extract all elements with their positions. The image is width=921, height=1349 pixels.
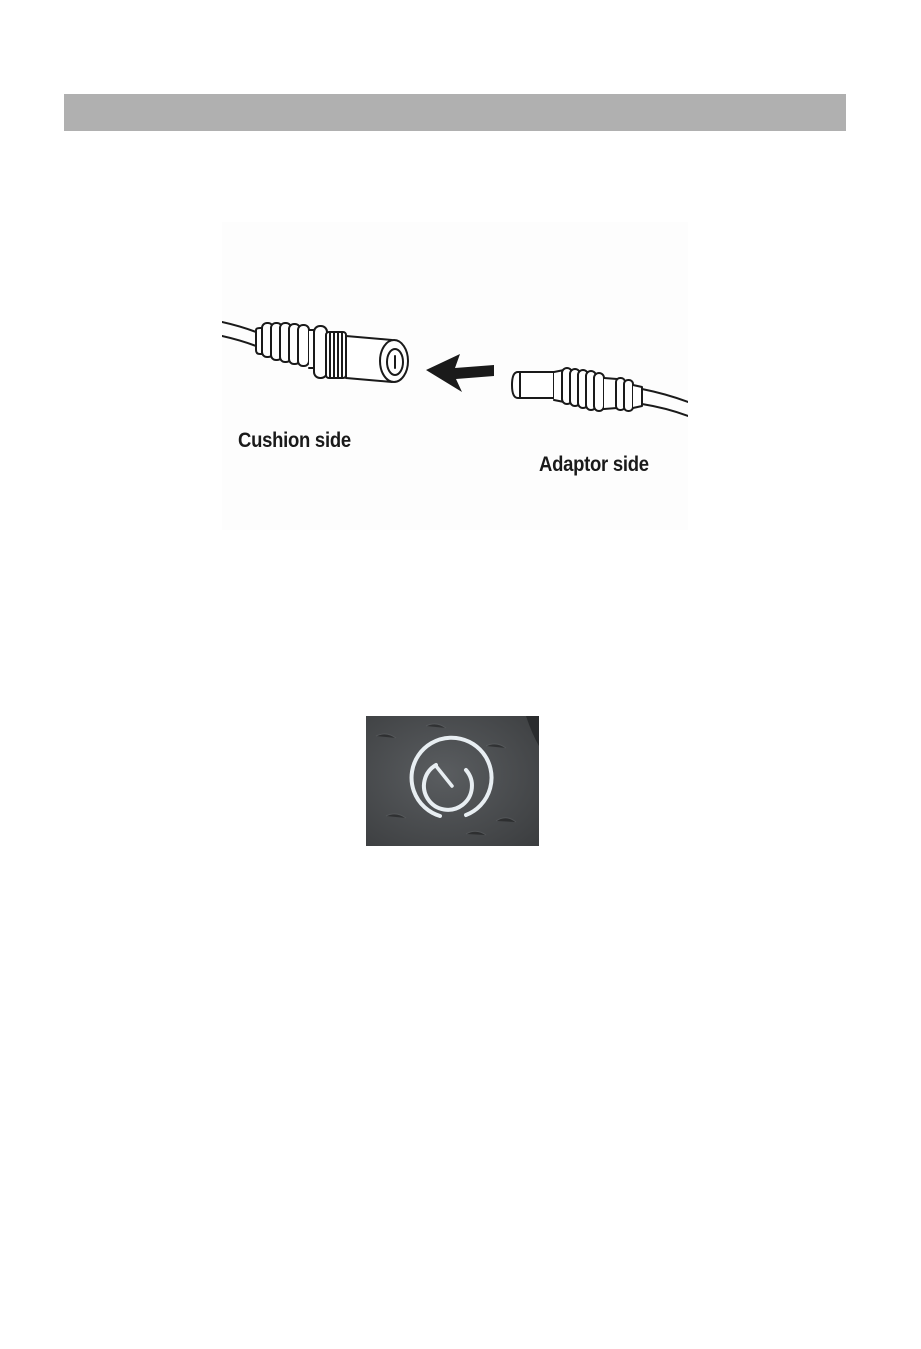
power-button-photo <box>366 716 539 846</box>
connector-illustration <box>222 222 688 530</box>
section-header-bar <box>64 94 846 131</box>
adaptor-cable <box>642 389 688 416</box>
female-connector-icon <box>256 323 408 382</box>
connector-figure <box>222 222 688 530</box>
power-icon <box>366 716 539 846</box>
cushion-cable <box>222 322 256 346</box>
cushion-side-label: Cushion side <box>238 429 351 452</box>
male-plug-icon <box>512 368 642 411</box>
adaptor-side-label: Adaptor side <box>539 453 649 476</box>
arrow-left-icon <box>426 354 494 392</box>
